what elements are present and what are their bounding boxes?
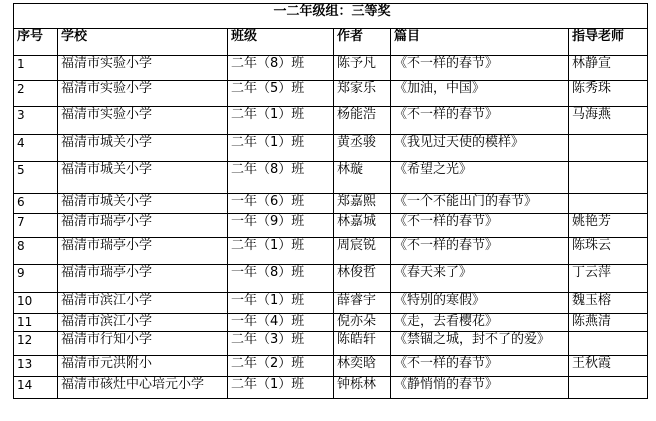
award-table: [13, 3, 648, 399]
cell-no: 3: [14, 107, 58, 135]
cell-no: 11: [14, 314, 58, 332]
table-row: [14, 377, 648, 399]
table-row: [14, 238, 648, 265]
cell-piece: 《走，去看樱花》: [391, 314, 569, 332]
cell-class: 二年（1）班: [228, 135, 334, 162]
header-piece: 篇目: [391, 29, 569, 56]
cell-school: 福清市滨江小学: [58, 293, 228, 314]
cell-no: 8: [14, 238, 58, 265]
cell-school: 福清市瑞亭小学: [58, 265, 228, 293]
cell-school: 福清市实验小学: [58, 56, 228, 81]
cell-piece: 《静悄悄的春节》: [391, 377, 569, 399]
cell-no: 13: [14, 356, 58, 377]
cell-author: 林璇: [334, 162, 391, 194]
table-header-row: [14, 29, 648, 56]
cell-class: 二年（8）班: [228, 56, 334, 81]
cell-teacher: 陈秀珠: [569, 81, 648, 107]
cell-author: 林奕晗: [334, 356, 391, 377]
cell-teacher: 马海燕: [569, 107, 648, 135]
cell-no: 1: [14, 56, 58, 81]
cell-piece: 《不一样的春节》: [391, 107, 569, 135]
cell-teacher: [569, 332, 648, 356]
cell-author: 倪亦朵: [334, 314, 391, 332]
cell-author: 林俊哲: [334, 265, 391, 293]
table-row: [14, 107, 648, 135]
cell-class: 一年（4）班: [228, 314, 334, 332]
cell-piece: 《禁锢之城，封不了的爱》: [391, 332, 569, 356]
cell-piece: 《不一样的春节》: [391, 238, 569, 265]
cell-school: 福清市瑞亭小学: [58, 238, 228, 265]
cell-class: 二年（3）班: [228, 332, 334, 356]
cut-off-text-fragment: [300, 416, 390, 421]
cell-author: 郑嘉熙: [334, 194, 391, 214]
cell-piece: 《一个不能出门的春节》: [391, 194, 569, 214]
header-author: 作者: [334, 29, 391, 56]
cell-class: 一年（6）班: [228, 194, 334, 214]
cell-school: 福清市滨江小学: [58, 314, 228, 332]
cell-school: 福清市实验小学: [58, 107, 228, 135]
cell-piece: 《不一样的春节》: [391, 56, 569, 81]
cell-class: 二年（1）班: [228, 238, 334, 265]
cell-class: 二年（2）班: [228, 356, 334, 377]
table-row: [14, 356, 648, 377]
cell-piece: 《加油，中国》: [391, 81, 569, 107]
cell-teacher: 丁云萍: [569, 265, 648, 293]
cell-class: 二年（1）班: [228, 377, 334, 399]
table-body: [14, 56, 648, 399]
cell-author: 郑家乐: [334, 81, 391, 107]
cell-no: 12: [14, 332, 58, 356]
cell-author: 杨能浩: [334, 107, 391, 135]
table-row: [14, 135, 648, 162]
table-row: [14, 56, 648, 81]
header-class: 班级: [228, 29, 334, 56]
table-row: [14, 332, 648, 356]
cell-class: 一年（9）班: [228, 214, 334, 238]
cell-teacher: [569, 135, 648, 162]
cell-author: 陈予凡: [334, 56, 391, 81]
table-row: [14, 314, 648, 332]
cell-no: 5: [14, 162, 58, 194]
cell-school: 福清市城关小学: [58, 135, 228, 162]
cell-class: 一年（8）班: [228, 265, 334, 293]
cell-author: 陈皓轩: [334, 332, 391, 356]
table-row: [14, 265, 648, 293]
cell-teacher: [569, 377, 648, 399]
cell-school: 福清市城关小学: [58, 194, 228, 214]
cell-no: 9: [14, 265, 58, 293]
cell-piece: 《春天来了》: [391, 265, 569, 293]
table-row: [14, 194, 648, 214]
cell-school: 福清市瑞亭小学: [58, 214, 228, 238]
cell-piece: 《希望之光》: [391, 162, 569, 194]
cell-class: 二年（1）班: [228, 107, 334, 135]
cell-teacher: 魏玉榕: [569, 293, 648, 314]
cell-piece: 《特别的寒假》: [391, 293, 569, 314]
cell-teacher: 林静宣: [569, 56, 648, 81]
cell-author: 黄丞骏: [334, 135, 391, 162]
header-no: 序号: [14, 29, 58, 56]
cell-teacher: [569, 162, 648, 194]
cell-teacher: 陈燕清: [569, 314, 648, 332]
cell-teacher: 王秋霞: [569, 356, 648, 377]
cell-author: 钟栎林: [334, 377, 391, 399]
cell-school: 福清市实验小学: [58, 81, 228, 107]
cell-piece: 《不一样的春节》: [391, 356, 569, 377]
table-row: [14, 81, 648, 107]
cell-school: 福清市硋灶中心培元小学: [58, 377, 228, 399]
cell-school: 福清市行知小学: [58, 332, 228, 356]
cell-school: 福清市元洪附小: [58, 356, 228, 377]
cell-piece: 《我见过天使的模样》: [391, 135, 569, 162]
cell-author: 周宸锐: [334, 238, 391, 265]
cell-author: 薛睿宇: [334, 293, 391, 314]
cell-no: 4: [14, 135, 58, 162]
table-title: 一二年级组：三等奖: [14, 4, 648, 29]
table-row: [14, 162, 648, 194]
header-teacher: 指导老师: [569, 29, 648, 56]
cell-no: 2: [14, 81, 58, 107]
cell-author: 林嘉城: [334, 214, 391, 238]
cell-teacher: 姚艳芳: [569, 214, 648, 238]
table-row: [14, 293, 648, 314]
table-title-row: [14, 4, 648, 29]
cell-no: 7: [14, 214, 58, 238]
cell-no: 6: [14, 194, 58, 214]
cell-class: 一年（1）班: [228, 293, 334, 314]
cell-class: 二年（5）班: [228, 81, 334, 107]
cell-no: 14: [14, 377, 58, 399]
cell-class: 二年（8）班: [228, 162, 334, 194]
table-row: [14, 214, 648, 238]
cell-piece: 《不一样的春节》: [391, 214, 569, 238]
cell-teacher: 陈珠云: [569, 238, 648, 265]
cell-school: 福清市城关小学: [58, 162, 228, 194]
cell-no: 10: [14, 293, 58, 314]
cell-teacher: [569, 194, 648, 214]
header-school: 学校: [58, 29, 228, 56]
